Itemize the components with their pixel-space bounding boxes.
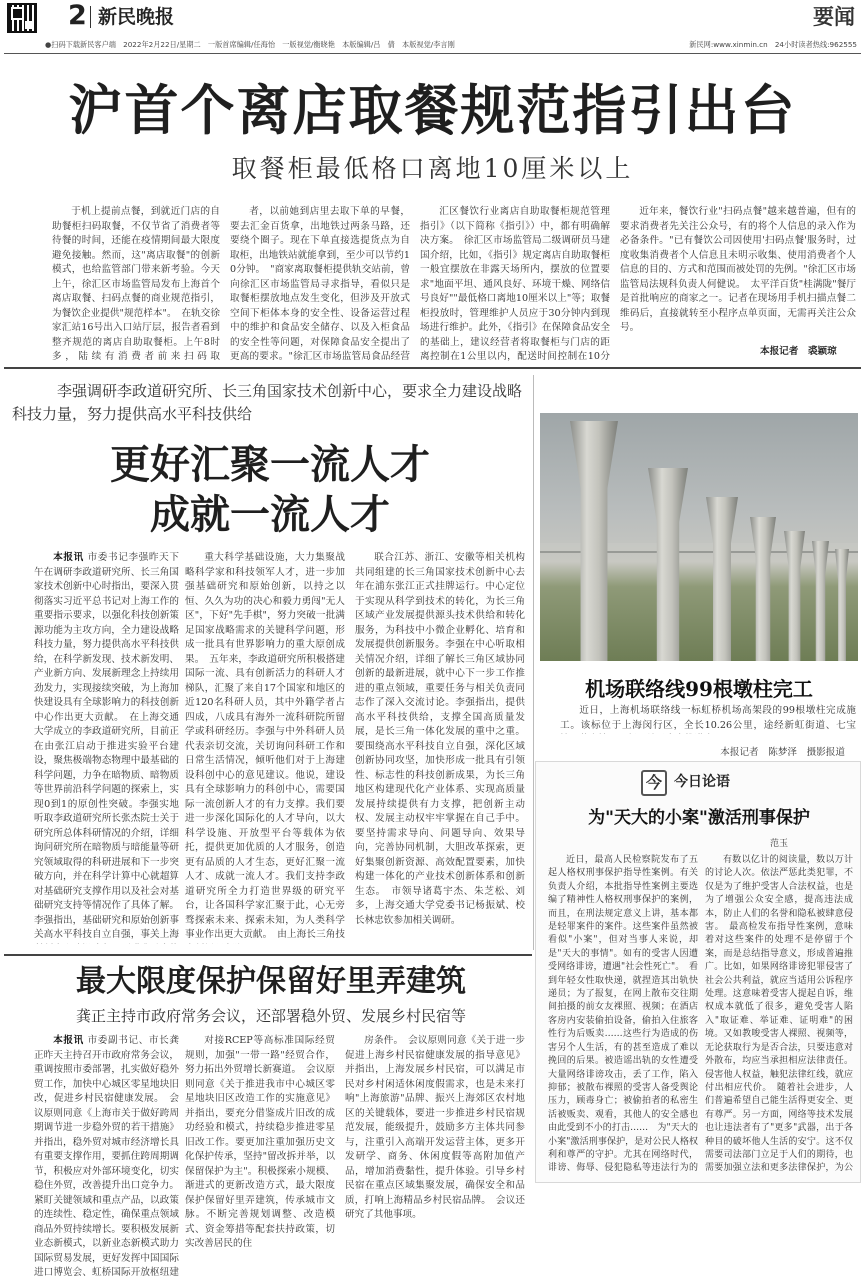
photo-credit: 本报记者 陈梦泽 摄影报道 bbox=[720, 747, 845, 758]
photo-headline: 机场联络线99根墩柱完工 bbox=[585, 677, 813, 701]
science-headline-2: 成就一流人才 bbox=[150, 492, 390, 538]
lead-column-3: 汇区餐饮行业离店自助取餐柜规范管理指引》（以下简称《指引》）中，都有明确解决方案。 徐汇区市场监管局二级调研员马建国介绍，比如，《指引》规定离店自助取餐柜一般宜摆放在非露天场所内，摆放的位置要求"地面平坦、通风良好、环境干燥、网络信号良好""最低格口离地10厘米以上"等；取餐柜投放时，管理维护人员应于30分钟内到现场进行维护。此外，《指引》在保障食品安全的基础上，建议经营者将取餐柜与门店的距离控制在1公里以内，配送时间控制在10分 bbox=[420, 206, 610, 362]
heritage-column-2: 对接RCEP等高标准国际经贸规则，加强"一带一路"经贸合作，努力拓出外贸增长新赛道。 会议原则同意《关于推进我市中心城区零星地块旧区改造工作的实施意见》并指出，要充分借鉴成片旧改的成功经验和模式，持续稳步推进零星旧改工作。要更加注重加强历史文化保护传承，坚持"留改拆并举，以保留保护为主"。积极探索小规模、渐进式的更新改造方式，最大限度保护保留好里弄建筑，传承城市文脉。不断完善规划调整、改造模式、资金筹措等配套扶持政策，切实改善居民的住 bbox=[185, 1035, 335, 1249]
science-headline-1: 更好汇聚一流人才 bbox=[110, 442, 430, 488]
lead-byline: 本报记者 裘颖琼 bbox=[760, 346, 837, 357]
masthead-rule bbox=[4, 53, 861, 54]
lead-column-1: 于机上提前点餐，到就近门店的自助餐柜扫码取餐，不仅节省了消费者等待餐的时间，还能在疫情期间最大限度避免接触。然而，这"离店取餐"的创新模式，也给监管部门带来新考验。今天上午，徐汇区市场监管局发布上海首个离店取餐、扫码点餐的商业规范指引，为餐饮企业提供"规范样本"。 在轨交徐家汇站16号出入口站厅层，报告者看到整齐规范的离店自助取餐柜。上午8时多，陆续有消费者前来扫码取 bbox=[52, 206, 220, 362]
masthead-divider bbox=[90, 6, 91, 28]
commentary bbox=[535, 761, 861, 1183]
lead-rule bbox=[4, 367, 861, 369]
lead-column-4: 近年来，餐饮行业"扫码点餐"越来越普遍，但有的要求消费者先关注公众号，有的将个人信息的录入作为必备条件。"已有餐饮公司因使用'扫码点餐'服务时，过度收集消费者个人信息且未明示收集、使用消费者个人信息的目的、方式和范围而被处罚的先例。"徐汇区市场监管局法规科负责人何健说。 太平洋百货"桂满陇"餐厅是首批响应的商家之一。记者在现场用手机扫描点餐二维码后，直接就转至小程序点单页面，无需再关注公众号。 bbox=[620, 206, 856, 333]
photo-caption: 近日，上海机场联络线一标虹桥机场高架段的99根墩柱完成施工。该标位于上海闵行区，全长10.26公里，途经新虹街道、七宝 bbox=[560, 705, 856, 731]
commentary-author: 范玉 bbox=[769, 839, 788, 849]
science-column-2: 重大科学基础设施，大力集聚战略科学家和科技领军人才，进一步加强基础研究和原始创新，以持之以恒、久久为功的决心和毅力勇闯"无人区"，下好"先手棋"，努力突破一批满足国家战略需求的关键科学问题，形成一批具有世界影响力的重大原创成果。 五年来，李政道研究所积极搭建国际一流、具有创新活力的科研人才梯队，汇聚了来自17个国家和地区的近120名科研人员，其中外籍学者占四成，八成具有海外一流科研院所留学或科研经历。李强与中外科研人员代表亲切交流，关切询问科研工作和日常生活情况，倾听他们对于上海建设科创中心的意见建议。他说，建设具有全球影响力的科创中心，需要国际一流创新人才的有力支撑。我们要进一步深化国际化的人才导向，以大科学设施、开放型平台等载体为依托，提供更加优质的人才服务，创造更有品质的人才生态，更好汇聚一流人才、成就一流人才。我们支持李政道研究所全力打造世界级的研究平台，让各国科学家汇聚于此，心无旁骛探索未来、探索未知，为人类科学事业作出更大贡献。 由上海长三角技 bbox=[185, 552, 345, 940]
lead-headline: 沪首个离店取餐规范指引出台 bbox=[68, 79, 797, 142]
science-dateline: 本报讯 bbox=[53, 552, 84, 563]
commentary-column-1: 近日，最高人民检察院发布了五起人格权刑事保护指导性案例。有关负责人介绍，本批指导性案例主要选编了精神性人格权刑事保护的案例，而且，在刑法规定意义上讲，基本都是轻罪案件的案件。这些案件虽然被看似"小案"，但对当事人来说，却是"天大的事情"。如有的受害人因遭受网络诽谤，遭遇"社会性死亡"。 看到年轻女性取快递，就捏造其出轨快递员；为了报复，在网上散布交往期间拍摄的前女友裸照、视频；在酒店客房内安装偷拍设备，偷拍入住旅客性行为后贩卖……这些行为造成的伤害另个人生活，有的甚至造成了难以挽回的后果。被造谣出轨的女性遭受大量网络诽谤攻击，丢了工作，陷入抑郁；被散布裸照的受害人备受舆论压力，顾毒身亡；被偷拍者的私密生活被贩卖、观看，其他人的安全感也由此受到不小的打击…… 为"天大的小案"激活刑事保护，是对公民人格权利和尊严的守护。尤其在网络时代，诽谤、侮辱、侵犯隐私等违法行为的 bbox=[548, 855, 698, 1174]
page-number: 2 bbox=[68, 0, 87, 31]
right-column-divider bbox=[533, 375, 534, 950]
story4-rule bbox=[4, 954, 532, 956]
science-column-1: 本报讯 市委书记李强昨天下午在调研李政道研究所、长三角国家技术创新中心时指出，要深入贯彻落实习近平总书记对上海工作的重要指示要求，以强化科技创新策源功能为主攻方向，全力建设战略科技力量，努力提供高水平科技供给，在科学新发现、技术新发明、产业新方向、发展新理念上持续用劲发力，实现接续突破，为上海加快建设具有全球影响力的科技创新中心作出更大贡献。 在上海交通大学成立的李政道研究所，目前正在由张江启动于推进实验平台建设，聚焦极端物态物理中最基础的科学问题，力争在暗物质、暗物质等世界前沿科学问题的探索上，实现0到1的原创性突破。李强实地听取李政道研究所长张杰院士关于研究所总体科研情况的介绍，详细询问研究所在暗物质与暗能量等研究领域取得的科研进展和下一步突破方向，并在科学计算中心就超算对基础研究支撑作用以及社会对基础研究支持等情况作了具体了解。李强指出，基础研究和原始创新事关高水平科技自立自强，事关上海 bbox=[34, 552, 179, 940]
science-kicker: 李强调研李政道研究所、长三角国家技术创新中心，要求全力建设战略科技力量，努力提供高水平科技供给 bbox=[12, 382, 523, 423]
heritage-column-1: 本报讯 市委副书记、市长龚正昨天主持召开市政府常务会议，重调按照市委部署，扎实做好稳外贸工作，加快中心城区零星地块旧改，促进乡村民宿健康发展。 会议原则同意《上海市关于做好跨周期调节进一步稳外贸的若干措施》并指出，稳外贸对城市经济增长具有重要支撑作用，要抓住跨周期调节，积极应对外部环境变化，切实稳住外贸，改善提升出口竞争力。紧盯关键领域和重点产品，以政策的连续性、稳定性，确保重点领域商品外贸持续增长。要积极发展新业态新模式，以新业态新模式助力国际贸易发展，更好发挥中国国际进口博览会、虹桥国际开放枢纽建 bbox=[34, 1035, 179, 1277]
heritage-dateline: 本报讯 bbox=[53, 1035, 84, 1046]
section-label: 要闻 bbox=[813, 5, 855, 29]
lead-column-2: 者，以前她到店里去取下单的早餐，要去汇金百货拿，出地铁过两条马路，还要绕个圈子。现在下单直接选提货点为自取柜，出地铁站就能拿到，至少可以节约10分钟。 "商家离取餐柜提供轨交站前，曾向徐汇区市场监管局寻求指导，看似只是取餐柜摆放地点发生变化，但涉及开放式空间下柜体本身的安全性、设备运营过程中的维护和食品安全储存、以及入柜食品的安全性等问题，对保障食品安全提出了更高的要求。"徐汇区市场监管局食品经营 bbox=[230, 206, 410, 362]
commentary-badge-icon: 今 bbox=[641, 770, 667, 796]
paper-name: 新民晚报 bbox=[98, 6, 175, 28]
commentary-column-name: 今日论语 bbox=[674, 774, 730, 790]
heritage-headline: 最大限度保护保留好里弄建筑 bbox=[76, 964, 466, 999]
heritage-subhead: 龚正主持市政府常务会议，还部署稳外贸、发展乡村民宿等 bbox=[75, 1007, 466, 1025]
masthead-info: ●扫码下载新民客户端 2022年2月22日/星期二 一版首席编辑/任海怡 一版视觉/衡晓艳 本版编辑/吕 倩 本版视觉/李言刚 bbox=[45, 40, 455, 49]
commentary-column-2: 有数以亿计的阅读量，数以万计的讨论人次。依法严惩此类犯罪，不仅是为了维护受害人合法权益，也是为了增强公众安全感，提高违法成本，防止人们的名誉和隐私被肆意侵害。 最高检发布指导性案例，意味着对这些案件的处理不是停留于个案，而是总结指导意义，形成普遍推广。比如，如果网络诽谤犯罪侵害了社会公共利益，就应当适用公诉程序处理。这意味着受害人提起自诉，维权成本就低了很多，避免受害人陷入"取证难、举证难、证明难"的困境。又如教唆受害人裸照、视频等，无论获取行为是否合法，只要违意对外散布，均应当承担相应法律责任。侵害他人权益，触犯法律红线，就应付出相应代价。 随着社会进步，人们普遍希望自己能生活得更安全、更有尊严。另一方面，网络等技术发展也让违法者有了"更多"武器，出于各种目的破坏他人生活的安宁。这不仅需要司法部门立足于人们的期待，也需要加强立法和更多法律保护，为公 bbox=[705, 855, 853, 1174]
commentary-headline: 为"天大的小案"激活刑事保护 bbox=[588, 808, 810, 828]
science-column-3: 联合江苏、浙江、安徽等相关机构共同组建的长三角国家技术创新中心去年在浦东张江正式挂牌运行。中心定位于实现从科学到技术的转化，为长三角区域产业发展提供源头技术供给和转化服务，为科技中小微企业孵化、培育和发展提供创新服务。李强在中心听取相关情况介绍，详细了解长三角区域协同创新的最新进展，就中心下一步工作推进的重点领域，重要任务与相关负责同志作了深入交流讨论。李强指出，提供高水平科技供给，支撑全国高质量发展，是长三角一体化发展的重中之重。要围绕高水平科技自立自强，深化区域创新协同攻坚，加快形成一批具有引领性、标志性的科技创新成果，为长三角地区构建现代化产业体系、实现高质量发展持续提供有力支撑，把创新主动权、发展主动权牢牢掌握在自己手中。要坚持需求导向、问题导向、效果导向，完善协同机制，大胆改革探索，更好集聚创新资源、高效配置要素，加快构建一体化的产业技术创新体系和创新生态。 市领导诸葛宇杰、朱芝松、刘多，上海交通大学党委书记杨振斌、校长林忠钦参加相关调研。 bbox=[355, 552, 525, 926]
lead-subhead: 取餐柜最低格口离地10厘米以上 bbox=[231, 154, 634, 183]
heritage-column-3: 房条件。 会议原则同意《关于进一步促进上海乡村民宿健康发展的指导意见》并指出，上海发展乡村民宿，可以满足市民对乡村闲适休闲度假需求，也是未来打响"上海旅游"品牌、振兴上海郊区农村地区的关键载体，要进一步推进乡村民宿规范发展，能级提升，鼓励多方主体共同参与，注重引入高端开发运营主体，更多开发研学、商务、休闲度假等高附加值产品，增加消费黏性，提升体验。引导乡村民宿在重点区域集聚发展，确保安全和品质，打响上海精品乡村民宿品牌。 会议还研究了其他事项。 bbox=[345, 1035, 525, 1220]
bridge-piers-photo bbox=[540, 413, 858, 661]
masthead-website: 新民网:www.xinmin.cn 24小时读者热线:962555 bbox=[689, 40, 857, 49]
qr-code-icon bbox=[7, 3, 37, 33]
